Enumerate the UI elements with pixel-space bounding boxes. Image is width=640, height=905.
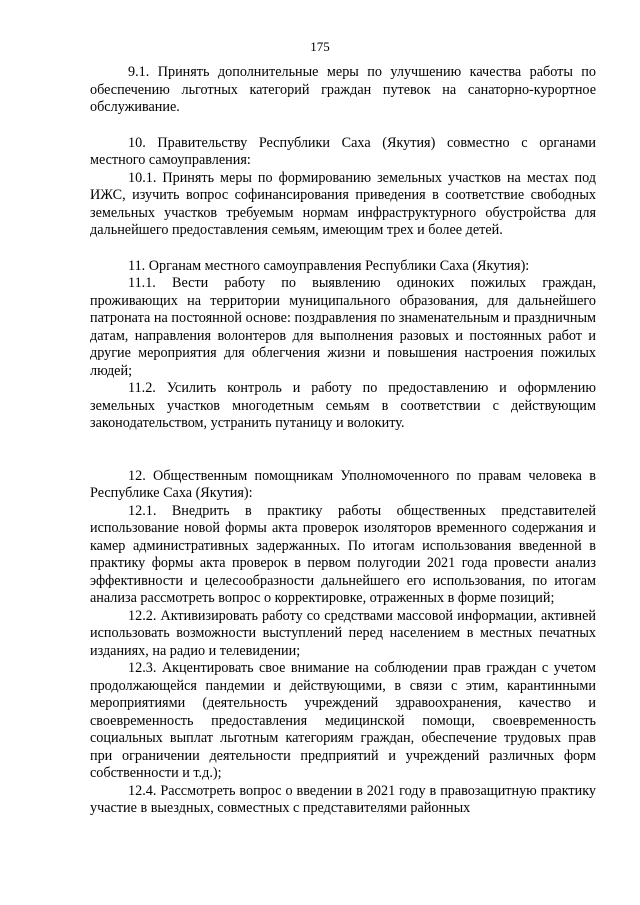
page-number: 175 [310, 39, 330, 54]
paragraph-12-4: 12.4. Рассмотреть вопрос о введении в 2021 году в правозащитную практику участие в выездных, совместных с представителями районных [90, 782, 596, 816]
paragraph-12-3: 12.3. Акцентировать свое внимание на соблюдении прав граждан с учетом продолжающейся пандемии и действующими, в связи с этим, карантинными мероприятиями (деятельность учреждений здравоохранения, качество и своевременность предоставления медицинской помощи, своевременность социальных выплат льготным категориям граждан, обеспечение трудовых прав при ограничении деятельности предприятий и учреждений различных форм собственности и т.д.); [90, 660, 596, 781]
paragraph-10-1: 10.1. Принять меры по формированию земельных участков на местах под ИЖС, изучить вопрос софинансирования приведения в соответствие свободных земельных участков требуемым нормам инфраструктурного обустройства для дальнейшего предоставления семьям, имеющим трех и более детей. [90, 169, 596, 238]
section-spacer [90, 433, 596, 468]
section-spacer [90, 240, 596, 258]
document-body [90, 64, 596, 818]
paragraph-12-heading: 12. Общественным помощникам Уполномоченного по правам человека в Республике Саха (Якутия): [90, 467, 596, 501]
paragraph-11-1: 11.1. Вести работу по выявлению одиноких пожилых граждан, проживающих на территории муниципального образования, для дальнейшего патроната на постоянной основе: поздравления по знаменательным и праздничным датам, направления волонтеров для выполнения разовых и постоянных работ и другие мероприятия для облегчения жизни и повышения настроения пожилых людей; [90, 275, 596, 379]
paragraph-9-1: 9.1. Принять дополнительные меры по улучшению качества работы по обеспечению льготных категорий граждан путевок на санаторно-курортное обслуживание. [90, 64, 596, 115]
paragraph-12-2: 12.2. Активизировать работу со средствами массовой информации, активней использовать возможности выступлений перед населением в местных печатных изданиях, на радио и телевидении; [90, 607, 596, 659]
paragraph-11-heading: 11. Органам местного самоуправления Республики Саха (Якутия): [128, 257, 530, 274]
section-spacer [90, 117, 596, 135]
paragraph-10-heading: 10. Правительству Республики Саха (Якутия) совместно с органами местного самоуправления: [90, 134, 596, 168]
paragraph-12-1: 12.1. Внедрить в практику работы общественных представителей использование новой формы акта проверок изоляторов временного содержания и камер административных задержанных. По итогам использования введенной в практику формы акта проверок в первом полугодии 2021 года провести анализ эффективности и целесообразности дальнейшего его использования, по итогам анализа рассмотреть вопрос о корректировке, отраженных в форме позиций; [90, 502, 596, 606]
paragraph-11-2: 11.2. Усилить контроль и работу по предоставлению и оформлению земельных участков многодетным семьям в соответствии с действующим законодательством, устранить путаницу и волокиту. [90, 380, 596, 431]
